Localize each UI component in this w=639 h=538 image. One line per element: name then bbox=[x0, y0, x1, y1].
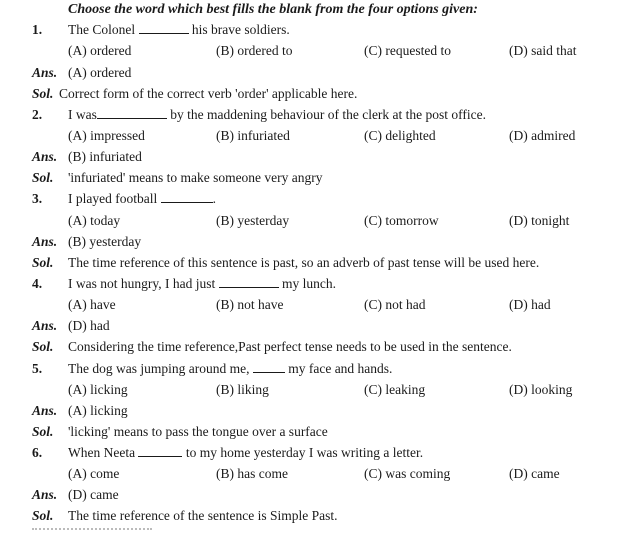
option-d: (D) tonight bbox=[509, 213, 570, 228]
question-2 bbox=[0, 107, 639, 128]
answer-5 bbox=[0, 403, 639, 424]
answer-6 bbox=[0, 487, 639, 508]
option-b: (B) not have bbox=[216, 297, 284, 312]
question-3 bbox=[0, 191, 639, 212]
answer-text: (D) had bbox=[68, 318, 110, 333]
solution-label: Sol. bbox=[32, 339, 54, 354]
options-row-4 bbox=[0, 297, 639, 318]
solution-label: Sol. bbox=[32, 508, 54, 523]
solution-5 bbox=[0, 424, 639, 445]
solution-1 bbox=[0, 86, 639, 107]
fill-blank bbox=[253, 361, 285, 373]
question-number: 5. bbox=[32, 361, 43, 376]
options-row-2 bbox=[0, 128, 639, 149]
answer-label: Ans. bbox=[32, 65, 58, 80]
question-4 bbox=[0, 276, 639, 297]
answer-label: Ans. bbox=[32, 318, 58, 333]
options-row-1 bbox=[0, 43, 639, 64]
option-a: (A) impressed bbox=[68, 128, 145, 143]
option-a: (A) today bbox=[68, 213, 121, 228]
solution-label: Sol. bbox=[32, 86, 54, 101]
question-text: I played football . bbox=[68, 191, 216, 206]
options-row-3 bbox=[0, 213, 639, 234]
question-number: 6. bbox=[32, 445, 43, 460]
answer-label: Ans. bbox=[32, 403, 58, 418]
answer-label: Ans. bbox=[32, 149, 58, 164]
answer-label: Ans. bbox=[32, 487, 58, 502]
answer-2 bbox=[0, 149, 639, 170]
fill-blank bbox=[97, 107, 167, 119]
solution-text: 'licking' means to pass the tongue over a surface bbox=[68, 424, 328, 439]
fill-blank bbox=[138, 445, 182, 457]
question-text: The Colonel his brave soldiers. bbox=[68, 22, 290, 37]
answer-4 bbox=[0, 318, 639, 339]
fill-blank bbox=[219, 276, 279, 288]
question-text: I was not hungry, I had just my lunch. bbox=[68, 276, 336, 291]
option-d: (D) admired bbox=[509, 128, 576, 143]
option-d: (D) said that bbox=[509, 43, 577, 58]
option-b: (B) has come bbox=[216, 466, 288, 481]
question-number: 1. bbox=[32, 22, 43, 37]
question-text: The dog was jumping around me, my face and hands. bbox=[68, 361, 393, 376]
option-c: (C) requested to bbox=[364, 43, 451, 58]
cut-off-next-line bbox=[32, 528, 152, 538]
option-a: (A) ordered bbox=[68, 43, 132, 58]
option-d: (D) looking bbox=[509, 382, 573, 397]
solution-4 bbox=[0, 339, 639, 360]
instructions-heading: Choose the word which best fills the blank from the four options given: bbox=[68, 2, 478, 17]
answer-text: (D) came bbox=[68, 487, 119, 502]
answer-3 bbox=[0, 234, 639, 255]
solution-text: Considering the time reference,Past perfect tense needs to be used in the sentence. bbox=[68, 339, 512, 354]
options-row-6 bbox=[0, 466, 639, 487]
option-c: (C) not had bbox=[364, 297, 426, 312]
option-a: (A) come bbox=[68, 466, 120, 481]
option-b: (B) ordered to bbox=[216, 43, 293, 58]
question-1 bbox=[0, 22, 639, 43]
solution-3 bbox=[0, 255, 639, 276]
answer-1 bbox=[0, 65, 639, 86]
options-row-5 bbox=[0, 382, 639, 403]
option-d: (D) came bbox=[509, 466, 560, 481]
fill-blank bbox=[161, 191, 213, 203]
solution-text: Correct form of the correct verb 'order' applicable here. bbox=[59, 86, 358, 101]
answer-text: (B) yesterday bbox=[68, 234, 142, 249]
option-c: (C) was coming bbox=[364, 466, 451, 481]
answer-label: Ans. bbox=[32, 234, 58, 249]
question-6 bbox=[0, 445, 639, 466]
answer-text: (B) infuriated bbox=[68, 149, 142, 164]
option-a: (A) have bbox=[68, 297, 116, 312]
solution-2 bbox=[0, 170, 639, 191]
fill-blank bbox=[139, 22, 189, 34]
solution-6 bbox=[0, 508, 639, 529]
solution-text: The time reference of the sentence is Simple Past. bbox=[68, 508, 338, 523]
solution-label: Sol. bbox=[32, 170, 54, 185]
option-c: (C) leaking bbox=[364, 382, 426, 397]
option-b: (B) yesterday bbox=[216, 213, 290, 228]
solution-label: Sol. bbox=[32, 255, 54, 270]
option-a: (A) licking bbox=[68, 382, 128, 397]
option-c: (C) tomorrow bbox=[364, 213, 439, 228]
question-5 bbox=[0, 361, 639, 382]
question-text: I was by the maddening behaviour of the clerk at the post office. bbox=[68, 107, 487, 122]
option-b: (B) liking bbox=[216, 382, 269, 397]
answer-text: (A) ordered bbox=[68, 65, 132, 80]
question-text: When Neeta to my home yesterday I was writing a letter. bbox=[68, 445, 424, 460]
option-b: (B) infuriated bbox=[216, 128, 290, 143]
solution-label: Sol. bbox=[32, 424, 54, 439]
solution-text: The time reference of this sentence is past, so an adverb of past tense will be used here. bbox=[68, 255, 540, 270]
option-c: (C) delighted bbox=[364, 128, 436, 143]
question-number: 4. bbox=[32, 276, 43, 291]
answer-text: (A) licking bbox=[68, 403, 128, 418]
solution-text: 'infuriated' means to make someone very angry bbox=[68, 170, 323, 185]
option-d: (D) had bbox=[509, 297, 551, 312]
question-number: 2. bbox=[32, 107, 43, 122]
question-number: 3. bbox=[32, 191, 43, 206]
